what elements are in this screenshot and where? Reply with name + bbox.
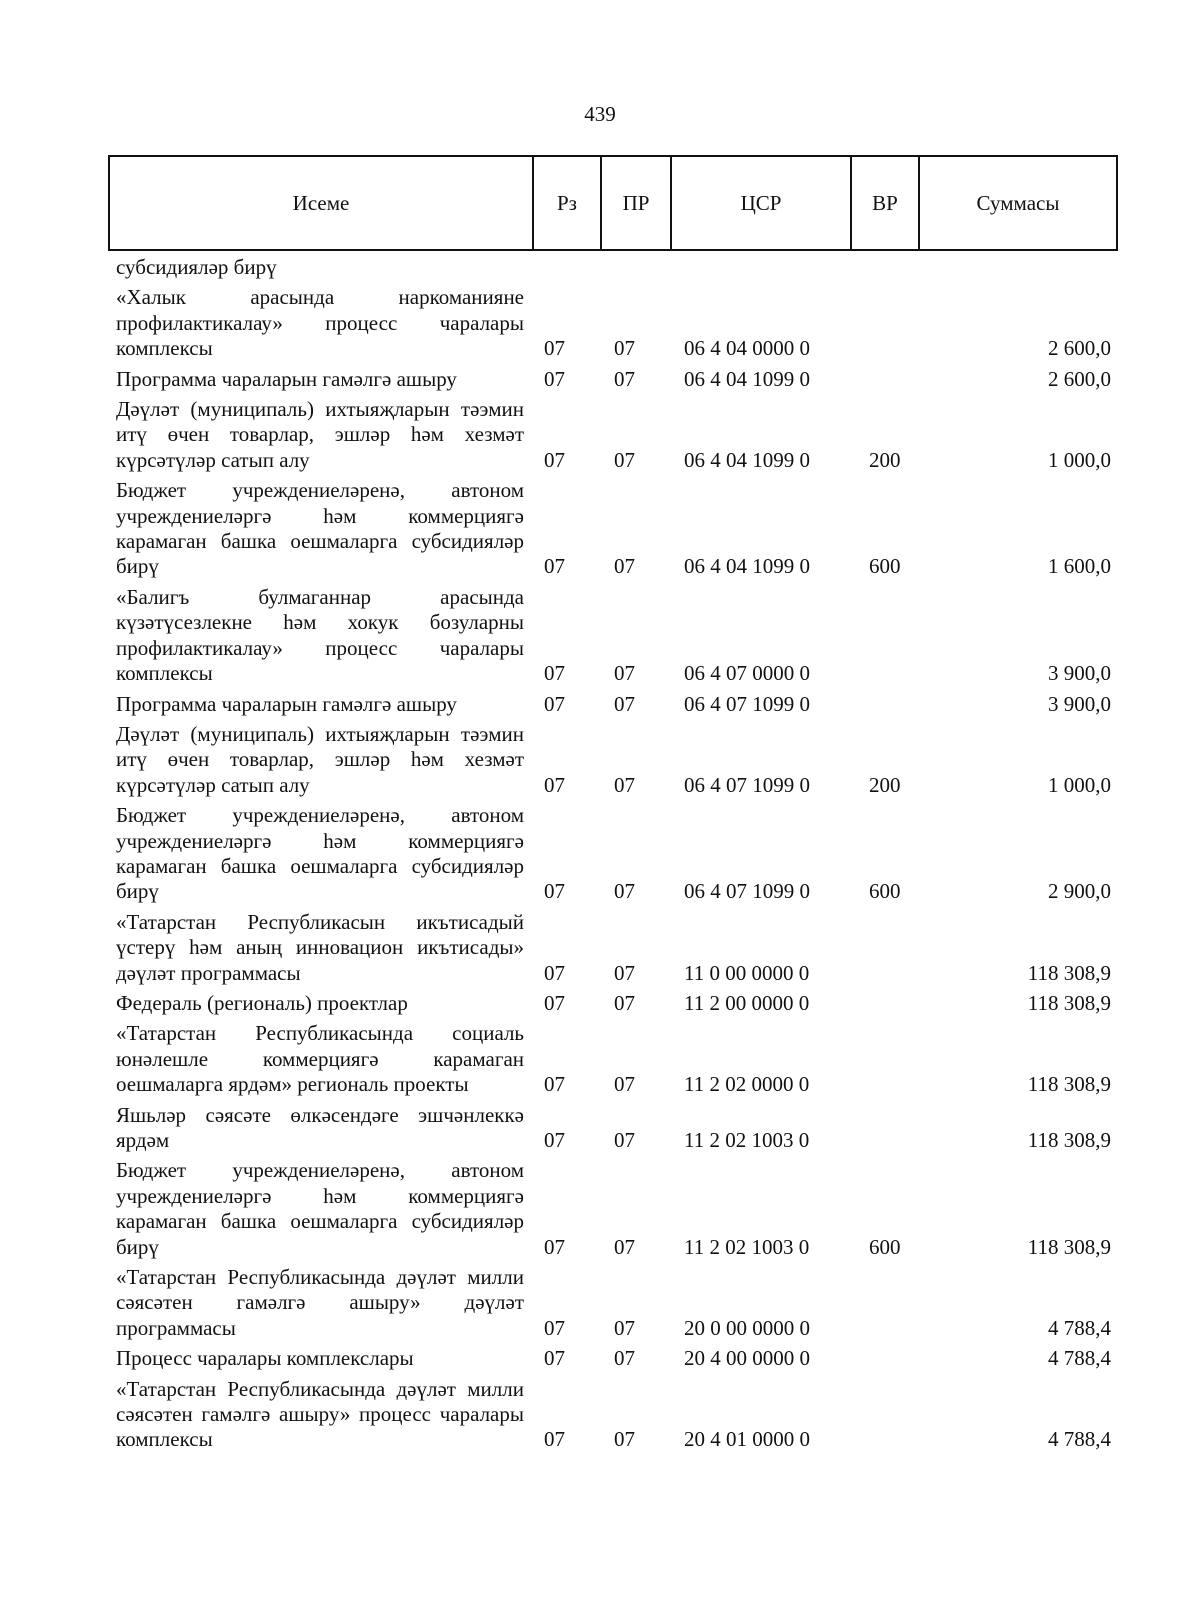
- row-name: Яшьләр сәясәте өлкәсендәге эшчәнлеккә ярдәм: [116, 1102, 524, 1152]
- row-name: Федераль (региональ) проектлар: [116, 990, 408, 1015]
- row-rz: 07: [544, 1315, 565, 1340]
- row-sum: 3 900,0: [1048, 691, 1111, 716]
- row-csr: 06 4 04 1099 0: [684, 554, 810, 579]
- row-csr: 06 4 07 1099 0: [684, 879, 810, 904]
- row-name: Дәүләт (муниципаль) ихтыяҗларын тәэмин итү өчен товарлар, эшләр һәм хезмәт күрсәтүләр сатып алу: [116, 397, 524, 472]
- row-rz: 07: [544, 1072, 565, 1097]
- table-header: [108, 155, 1118, 251]
- table-row: [116, 397, 1111, 473]
- row-rz: 07: [544, 336, 565, 361]
- row-name: Процесс чаралары комплекслары: [116, 1346, 414, 1371]
- row-rz: 07: [544, 1427, 565, 1452]
- row-rz: 07: [544, 447, 565, 472]
- row-csr: 06 4 04 1099 0: [684, 447, 810, 472]
- row-rz: 07: [544, 691, 565, 716]
- row-pr: 07: [614, 661, 635, 686]
- table-row: [116, 1021, 1111, 1097]
- row-csr: 11 2 02 1003 0: [684, 1234, 810, 1259]
- table-row: [116, 910, 1111, 986]
- table-row: [116, 991, 1111, 1016]
- column-header-sum: Суммасы: [976, 190, 1060, 215]
- row-rz: 07: [544, 554, 565, 579]
- table-body: [116, 255, 1111, 1458]
- row-name: «Татарстан Республикасында дәүләт милли сәясәтен гамәлгә ашыру» дәүләт программасы: [116, 1265, 524, 1340]
- row-name: «Халык арасында наркоманияне профилактикалау» процесс чаралары комплексы: [116, 285, 524, 361]
- table-row: [116, 367, 1111, 392]
- row-name: Бюджет учреждениеләренә, автоном учреждениеләргә һәм коммерциягә карамаган башка оешмаларга субсидияләр бирү: [116, 478, 524, 579]
- row-pr: 07: [614, 366, 635, 391]
- row-sum: 1 000,0: [1048, 447, 1111, 472]
- row-pr: 07: [614, 1072, 635, 1097]
- row-sum: 118 308,9: [1027, 1072, 1111, 1097]
- row-name: Бюджет учреждениеләренә, автоном учреждениеләргә һәм коммерциягә карамаган башка оешмаларга субсидияләр бирү: [116, 803, 524, 904]
- row-pr: 07: [614, 960, 635, 985]
- row-pr: 07: [614, 336, 635, 361]
- row-rz: 07: [544, 661, 565, 686]
- row-name: «Татарстан Республикасында социаль юнәлешле коммерциягә карамаган оешмаларга ярдәм» региональ проекты: [116, 1021, 524, 1097]
- row-name: «Татарстан Республикасын икътисадый үстерү һәм аның инновацион икътисады» дәүләт программасы: [116, 909, 524, 985]
- row-sum: 4 788,4: [1048, 1427, 1111, 1452]
- table-row: [116, 1158, 1111, 1260]
- table-row: [116, 285, 1111, 361]
- row-csr: 11 2 02 0000 0: [684, 1072, 810, 1097]
- row-sum: 2 600,0: [1048, 366, 1111, 391]
- row-vr: 600: [869, 879, 901, 904]
- row-sum: 1 000,0: [1048, 772, 1111, 797]
- row-name: Программа чараларын гамәлгә ашыру: [116, 366, 457, 391]
- row-pr: 07: [614, 554, 635, 579]
- row-rz: 07: [544, 960, 565, 985]
- row-rz: 07: [544, 366, 565, 391]
- row-sum: 1 600,0: [1048, 554, 1111, 579]
- row-vr: 200: [869, 772, 901, 797]
- row-pr: 07: [614, 772, 635, 797]
- row-rz: 07: [544, 990, 565, 1015]
- table-row: [116, 1377, 1111, 1453]
- row-sum: 2 900,0: [1048, 879, 1111, 904]
- row-sum: 4 788,4: [1048, 1346, 1111, 1371]
- row-rz: 07: [544, 1346, 565, 1371]
- table-row: [116, 1346, 1111, 1371]
- row-vr: 600: [869, 1234, 901, 1259]
- row-name: Бюджет учреждениеләренә, автоном учреждениеләргә һәм коммерциягә карамаган башка оешмаларга субсидияләр бирү: [116, 1158, 524, 1259]
- row-name: «Балигъ булмаганнар арасында күзәтүсезлекне һәм хокук бозуларны профилактикалау» процесс чаралары комплексы: [116, 584, 524, 686]
- row-csr: 20 4 01 0000 0: [684, 1427, 810, 1452]
- row-pr: 07: [614, 1346, 635, 1371]
- row-pr: 07: [614, 691, 635, 716]
- row-rz: 07: [544, 1128, 565, 1152]
- row-rz: 07: [544, 772, 565, 797]
- table-row: [116, 692, 1111, 717]
- row-csr: 06 4 04 0000 0: [684, 336, 810, 361]
- column-header-pr: ПР: [602, 157, 672, 249]
- table-row: [116, 255, 1111, 280]
- row-pr: 07: [614, 990, 635, 1015]
- row-name: Программа чараларын гамәлгә ашыру: [116, 691, 457, 716]
- table-row: [116, 722, 1111, 798]
- row-sum: 118 308,9: [1027, 1128, 1111, 1152]
- table-row: [116, 803, 1111, 905]
- row-csr: 06 4 07 0000 0: [684, 661, 810, 686]
- row-pr: 07: [614, 1315, 635, 1340]
- row-sum: 3 900,0: [1048, 661, 1111, 686]
- row-name: Дәүләт (муниципаль) ихтыяҗларын тәэмин итү өчен товарлар, эшләр һәм хезмәт күрсәтүләр сатып алу: [116, 721, 524, 797]
- table-row: [116, 585, 1111, 687]
- row-sum: 4 788,4: [1048, 1315, 1111, 1340]
- row-pr: 07: [614, 1128, 635, 1152]
- row-csr: 06 4 04 1099 0: [684, 366, 810, 391]
- row-rz: 07: [544, 1234, 565, 1259]
- row-name: «Татарстан Республикасында дәүләт милли сәясәтен гамәлгә ашыру» процесс чаралары комплексы: [116, 1376, 524, 1452]
- table-row: [116, 478, 1111, 580]
- row-sum: 118 308,9: [1027, 1234, 1111, 1259]
- row-pr: 07: [614, 447, 635, 472]
- row-pr: 07: [614, 1427, 635, 1452]
- row-csr: 11 2 02 1003 0: [684, 1128, 810, 1152]
- row-name: субсидияләр бирү: [116, 255, 277, 279]
- row-sum: 2 600,0: [1048, 336, 1111, 361]
- page-number: 439: [584, 102, 616, 126]
- row-pr: 07: [614, 879, 635, 904]
- row-pr: 07: [614, 1234, 635, 1259]
- row-csr: 06 4 07 1099 0: [684, 691, 810, 716]
- row-sum: 118 308,9: [1027, 960, 1111, 985]
- row-csr: 20 4 00 0000 0: [684, 1346, 810, 1371]
- row-csr: 06 4 07 1099 0: [684, 772, 810, 797]
- row-csr: 11 0 00 0000 0: [684, 960, 810, 985]
- column-header-name: Исеме: [110, 157, 534, 249]
- column-header-csr: ЦСР: [672, 157, 852, 249]
- row-csr: 11 2 00 0000 0: [684, 990, 810, 1015]
- table-row: [116, 1265, 1111, 1341]
- row-rz: 07: [544, 879, 565, 904]
- row-vr: 600: [869, 554, 901, 579]
- row-csr: 20 0 00 0000 0: [684, 1315, 810, 1340]
- column-header-vr: ВР: [852, 157, 920, 249]
- row-sum: 118 308,9: [1027, 990, 1111, 1015]
- table-row: [116, 1103, 1111, 1154]
- row-vr: 200: [869, 447, 901, 472]
- column-header-rz: Рз: [534, 157, 602, 249]
